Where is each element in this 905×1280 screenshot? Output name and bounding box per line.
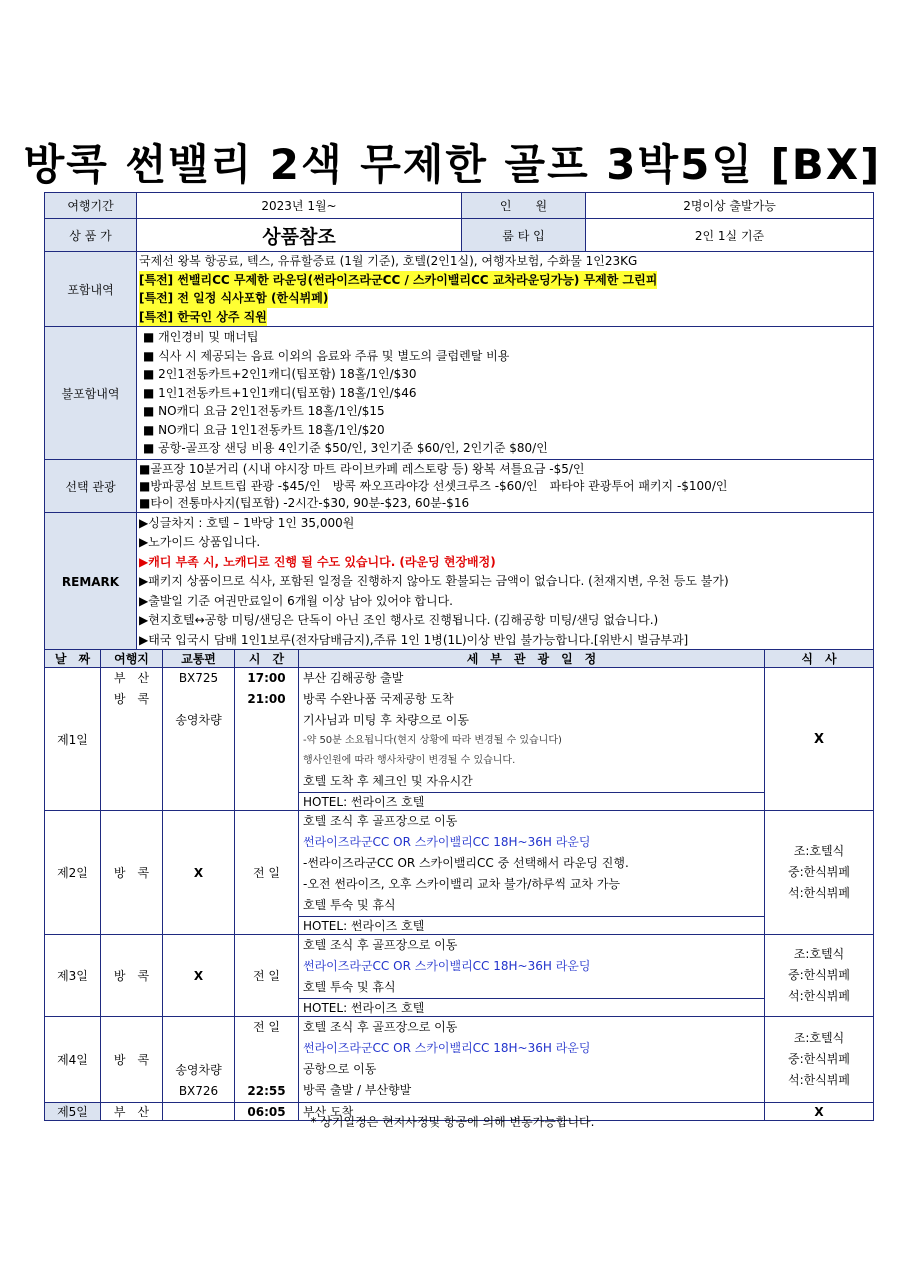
meal-item: 중:한식뷔페 [787, 968, 850, 982]
day5-detail: 부산 도착 [299, 1103, 765, 1121]
day4-transport [163, 1017, 235, 1103]
day2-label: 제2일 [45, 811, 101, 935]
header-detail: 세 부 관 광 일 정 [299, 650, 765, 668]
day1-hotel: HOTEL: 썬라이즈 호텔 [299, 793, 765, 811]
meal-item: 조:호텔식 [793, 1031, 845, 1045]
day1-places [101, 668, 163, 811]
detail-item: 호텔 조식 후 골프장으로 이동 [303, 1020, 458, 1034]
schedule-table [44, 649, 874, 1121]
remark-list [137, 513, 874, 652]
info-table [44, 192, 874, 652]
optional-list [137, 460, 874, 513]
period-label: 여행기간 [45, 193, 137, 219]
meal-item: 석:한식뷔페 [787, 989, 850, 1003]
day4-details [299, 1017, 765, 1103]
day4-place: 방 콕 [101, 1017, 163, 1103]
day3-time: 전 일 [235, 935, 299, 1017]
day1-details [299, 668, 765, 793]
day1-times [235, 668, 299, 811]
header-meal: 식 사 [765, 650, 874, 668]
excluded-item: ■ 개인경비 및 매너팁 [143, 330, 259, 345]
excluded-item: ■ 식사 시 제공되는 음료 이외의 음료와 주류 및 별도의 클럽렌탈 비용 [143, 348, 510, 363]
excluded-item: ■ NO캐디 요금 1인1전동카트 18홀/1인/$20 [143, 422, 385, 437]
price-value: 상품참조 [137, 219, 462, 252]
day5-label: 제5일 [45, 1103, 101, 1121]
optional-label: 선택 관광 [45, 460, 137, 513]
optional-item: ■골프장 10분거리 (시내 야시장 마트 라이브카페 레스토랑 등) 왕복 셔틀요금 -$5/인 [139, 461, 585, 476]
meal-item: 조:호텔식 [793, 947, 845, 961]
place-item: 부 산 [113, 671, 150, 685]
included-benefit: [특전] 한국인 상주 직원 [139, 308, 267, 327]
room-label: 룸 타 입 [462, 219, 586, 252]
day3-place: 방 콕 [101, 935, 163, 1017]
detail-item: 공항으로 이동 [303, 1062, 377, 1076]
period-value: 2023년 1월~ [137, 193, 462, 219]
included-benefit: [특전] 썬밸리CC 무제한 라운딩(썬라이즈라군CC / 스카이밸리CC 교차라운딩가능) 무제한 그린피 [139, 271, 657, 290]
day4-meals [765, 1017, 874, 1103]
price-label: 상 품 가 [45, 219, 137, 252]
detail-item: -썬라이즈라군CC OR 스카이밸리CC 중 선택해서 라운딩 진행. [303, 856, 629, 870]
page-title: 방콕 썬밸리 2색 무제한 골프 3박5일 [BX] [23, 140, 882, 189]
header-transport: 교통편 [163, 650, 235, 668]
detail-item: 호텔 투숙 및 휴식 [303, 980, 396, 994]
detail-item: 호텔 투숙 및 휴식 [303, 898, 396, 912]
detail-item: 호텔 조식 후 골프장으로 이동 [303, 938, 458, 952]
remark-item: ▶패키지 상품이므로 식사, 포함된 일정을 진행하지 않아도 환불되는 금액이 없습니다. (천재지변, 우천 등도 불가) [139, 574, 729, 589]
day3-meals [765, 935, 874, 1017]
time-item: 전 일 [253, 1020, 280, 1034]
detail-item: 방콕 출발 / 부산향발 [303, 1083, 412, 1097]
header-time: 시 간 [235, 650, 299, 668]
transport-item: BX726 [178, 1084, 219, 1098]
remark-item: ▶노가이드 상품입니다. [139, 535, 261, 550]
detail-item: 방콕 수완나품 국제공항 도착 [303, 692, 454, 706]
day2-hotel: HOTEL: 썬라이즈 호텔 [299, 917, 765, 935]
remark-item: ▶현지호텔↔공항 미팅/샌딩은 단독이 아닌 조인 행사로 진행됩니다. (김해공항 미팅/샌딩 없습니다.) [139, 613, 659, 628]
day5-place: 부 산 [101, 1103, 163, 1121]
remark-item-warning: ▶캐디 부족 시, 노캐디로 진행 될 수도 있습니다. (라운딩 현장배정) [139, 554, 496, 569]
day4-label: 제4일 [45, 1017, 101, 1103]
room-value: 2인 1실 기준 [586, 219, 874, 252]
excluded-item: ■ 공항-골프장 샌딩 비용 4인기준 $50/인, 3인기준 $60/인, 2인기준 $80/인 [143, 441, 548, 456]
footer-note: * 상기일정은 현지사정및 항공에 의해 변동가능합니다. [310, 1115, 595, 1129]
detail-item: 부산 김해공항 출발 [303, 671, 404, 685]
included-list [137, 252, 874, 327]
header-place: 여행지 [101, 650, 163, 668]
place-item: 방 콕 [113, 692, 150, 706]
day1-label: 제1일 [45, 668, 101, 811]
day5-time: 06:05 [235, 1103, 299, 1121]
day2-transport: X [163, 811, 235, 935]
people-label: 인 원 [462, 193, 586, 219]
day1-transport [163, 668, 235, 811]
day3-transport: X [163, 935, 235, 1017]
header-date: 날 짜 [45, 650, 101, 668]
day3-hotel: HOTEL: 썬라이즈 호텔 [299, 999, 765, 1017]
detail-item: 기사님과 미팅 후 차량으로 이동 [303, 713, 469, 727]
time-item: 21:00 [247, 692, 286, 706]
transport-item [163, 689, 234, 710]
transport-item: 송영차량 [175, 713, 222, 727]
excluded-item: ■ 1인1전동카트+1인1캐디(팁포함) 18홀/1인/$46 [143, 385, 417, 400]
meal-item: 석:한식뷔페 [787, 886, 850, 900]
meal-item: 중:한식뷔페 [787, 1052, 850, 1066]
excluded-label: 불포함내역 [45, 327, 137, 460]
day2-details [299, 811, 765, 917]
detail-round: 썬라이즈라군CC OR 스카이밸리CC 18H~36H 라운딩 [303, 1041, 591, 1055]
day2-place: 방 콕 [101, 811, 163, 935]
time-item: 17:00 [247, 671, 286, 685]
excluded-item: ■ 2인1전동카트+2인1캐디(팁포함) 18홀/1인/$30 [143, 367, 417, 382]
optional-item: ■타이 전통마사지(팁포함) -2시간-$30, 90분-$23, 60분-$16 [139, 495, 470, 510]
meal-item: 중:한식뷔페 [787, 865, 850, 879]
detail-item: 호텔 도착 후 체크인 및 자유시간 [303, 774, 473, 788]
detail-round: 썬라이즈라군CC OR 스카이밸리CC 18H~36H 라운딩 [303, 959, 591, 973]
transport-item: 송영차량 [175, 1063, 222, 1077]
day3-label: 제3일 [45, 935, 101, 1017]
remark-item: ▶태국 입국시 담배 1인1보루(전자담배금지),주류 1인 1병(1L)이상 반입 불가능합니다.[위반시 벌금부과] [139, 632, 689, 647]
detail-item: -오전 썬라이즈, 오후 스카이밸리 교차 불가/하루씩 교차 가능 [303, 877, 621, 891]
included-item: 국제선 왕복 항공료, 텍스, 유류할증료 (1월 기준), 호텔(2인1실), 여행자보험, 수화물 1인23KG [139, 254, 638, 268]
excluded-list [137, 327, 874, 460]
remark-label: REMARK [45, 513, 137, 652]
people-value: 2명이상 출발가능 [586, 193, 874, 219]
day2-time: 전 일 [235, 811, 299, 935]
detail-note: -약 50분 소요됩니다(현지 상황에 따라 변경될 수 있습니다) [303, 735, 562, 746]
detail-item: 호텔 조식 후 골프장으로 이동 [303, 814, 458, 828]
detail-note: 행사인원에 따라 행사차량이 변경될 수 있습니다. [303, 755, 516, 766]
remark-item: ▶싱글차지 : 호텔 – 1박당 1인 35,000원 [139, 515, 355, 530]
time-item: 22:55 [247, 1084, 286, 1098]
transport-item: BX725 [178, 671, 219, 685]
excluded-item: ■ NO캐디 요금 2인1전동카트 18홀/1인/$15 [143, 404, 385, 419]
optional-item: ■방파콩섬 보트트립 관광 -$45/인 방콕 짜오프라야강 선셋크루즈 -$60/인 파타야 관광투어 패키지 -$100/인 [139, 478, 728, 493]
day4-times [235, 1017, 299, 1103]
detail-round: 썬라이즈라군CC OR 스카이밸리CC 18H~36H 라운딩 [303, 835, 591, 849]
remark-item: ▶출발일 기준 여권만료일이 6개월 이상 남아 있어야 합니다. [139, 593, 453, 608]
day3-details [299, 935, 765, 999]
day5-meal: X [765, 1103, 874, 1121]
included-label: 포함내역 [45, 252, 137, 327]
included-benefit: [특전] 전 일정 식사포함 (한식뷔페) [139, 289, 328, 308]
meal-item: 석:한식뷔페 [787, 1073, 850, 1087]
meal-item: 조:호텔식 [793, 844, 845, 858]
day2-meals [765, 811, 874, 935]
day1-meal: X [765, 668, 874, 811]
